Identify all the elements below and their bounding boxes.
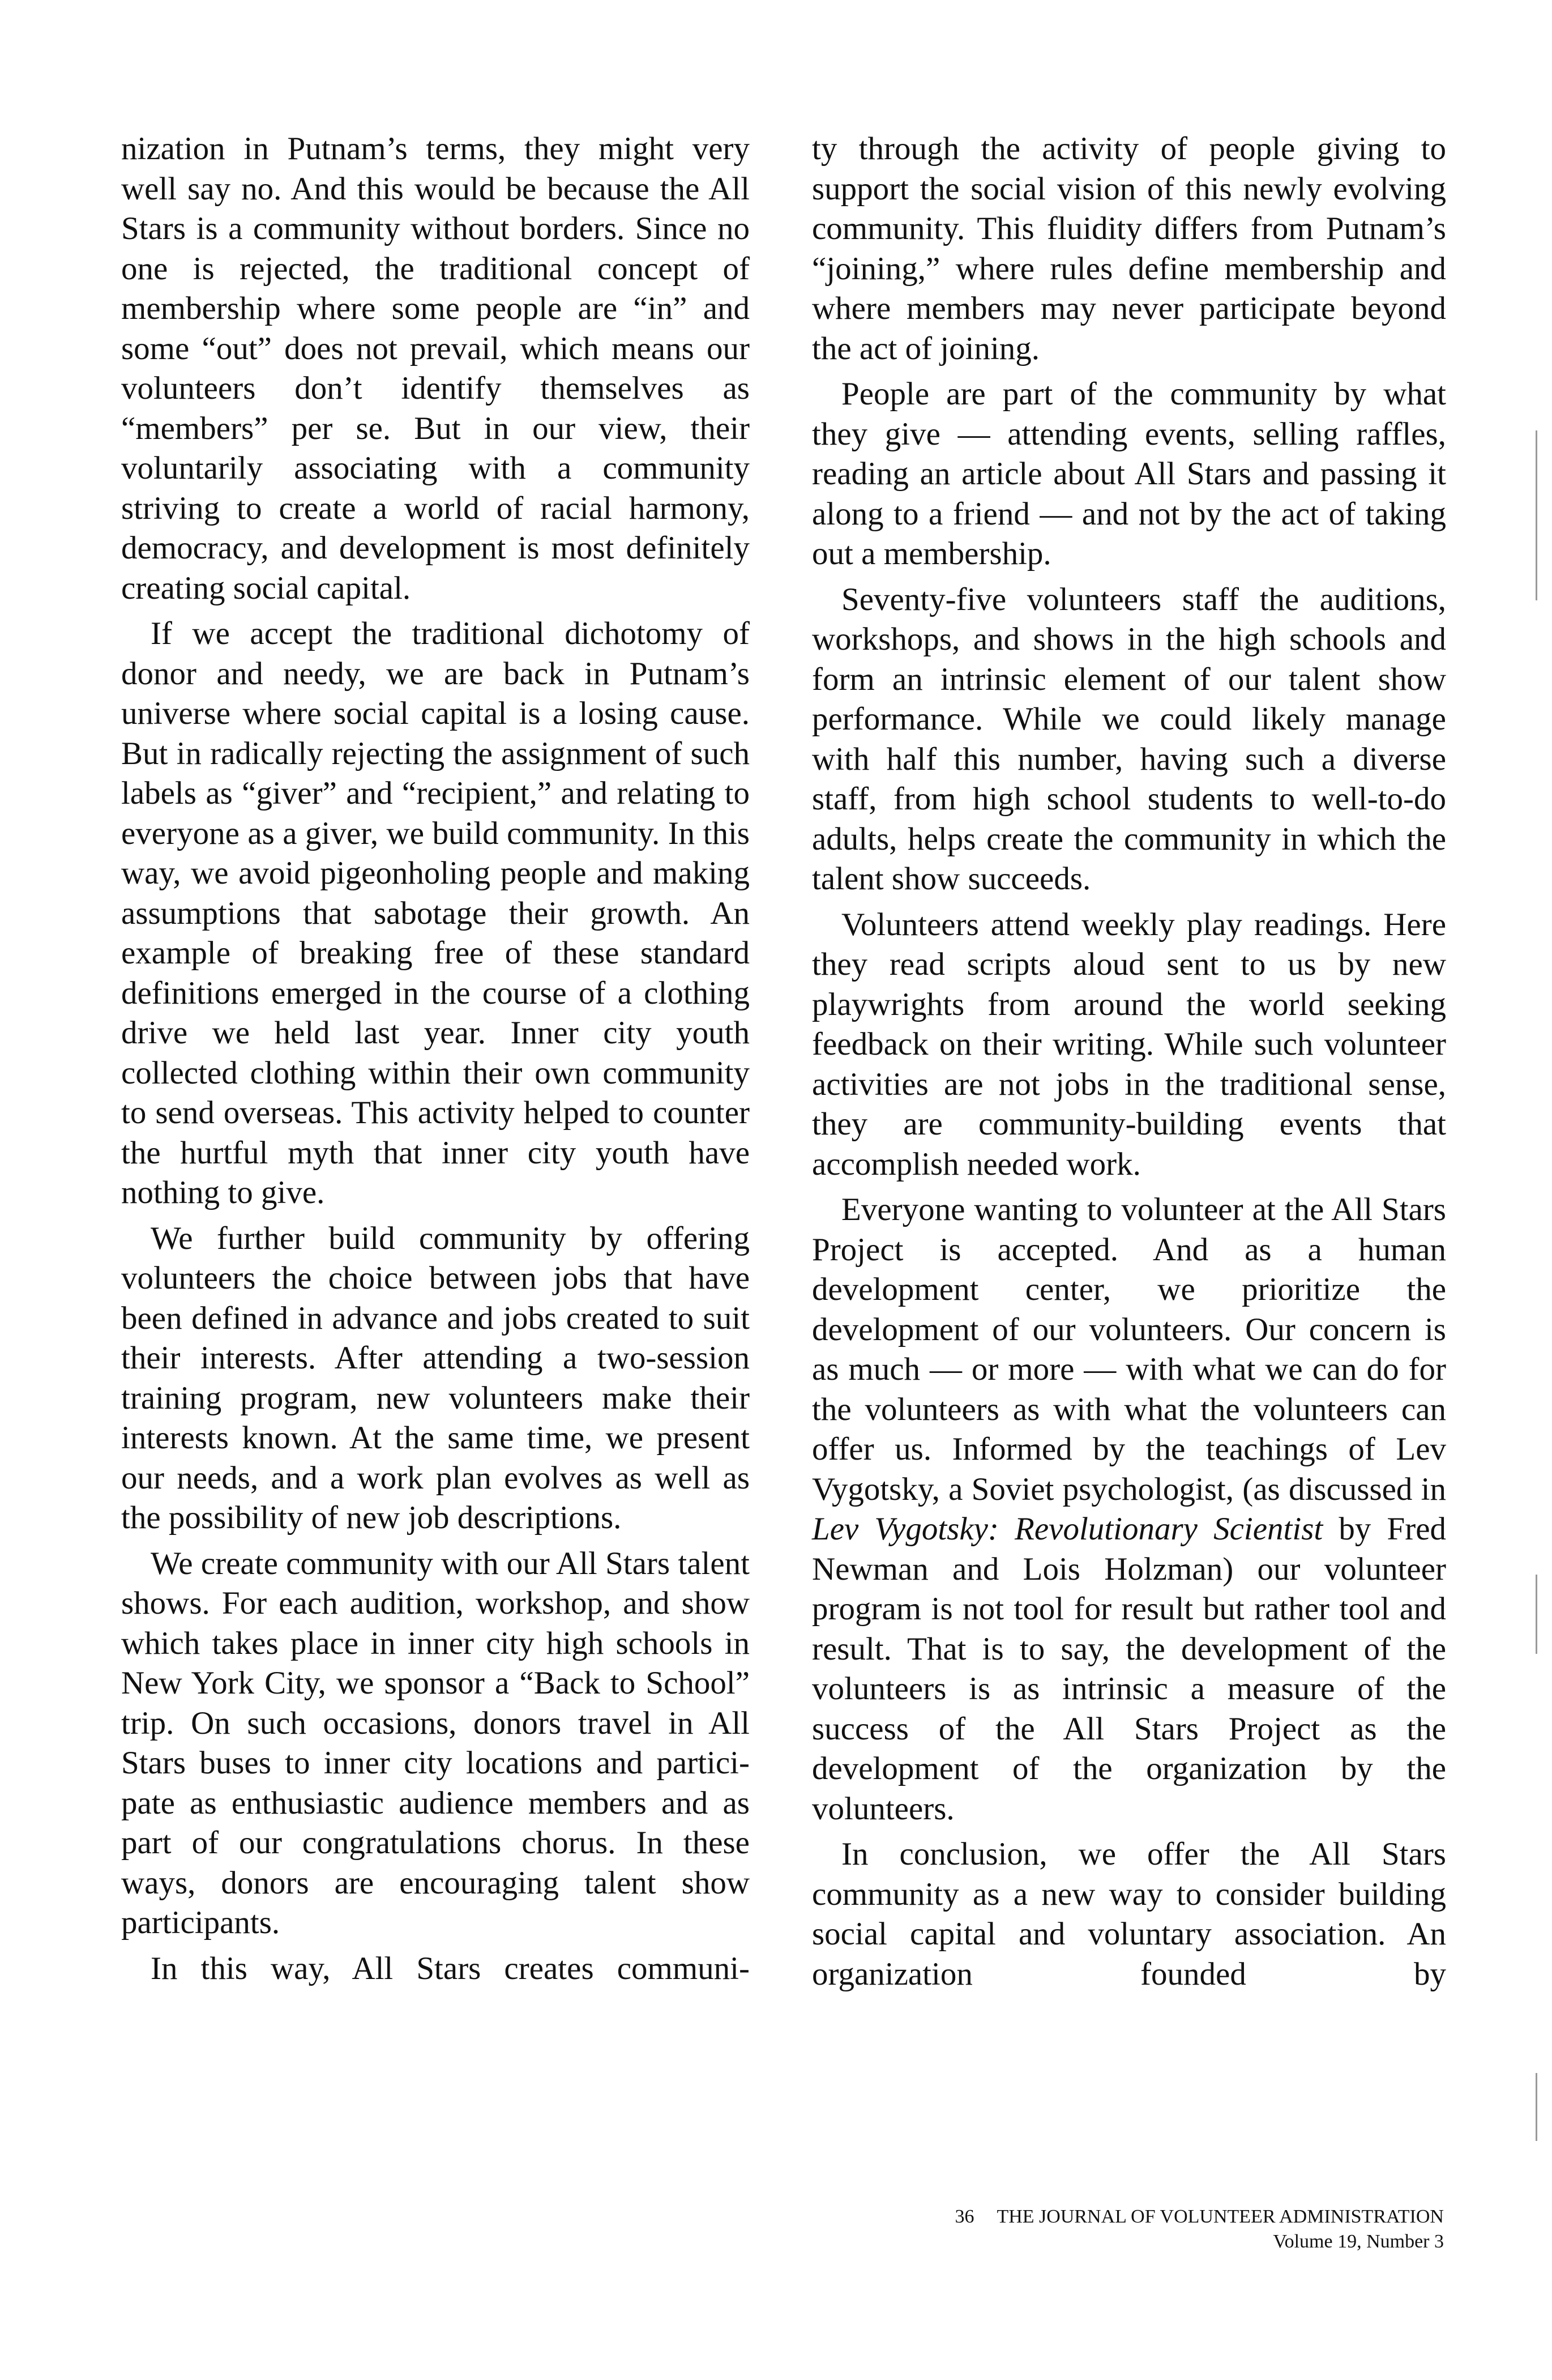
page-number: 36 [955, 2206, 974, 2227]
left-paragraph-4: We create community with our All Stars talent shows. For each audition, workshop, and show which takes place in inner city high schools in New York City, we sponsor a “Back to School” trip. On such occasions, donors travel in All Stars buses to inner city locations and participate as enthusiastic audience members and as part of our congratulations chorus. In these ways, donors are encouraging talent show participants. [121, 1545, 750, 1940]
right-paragraph-2: People are part of the community by what they give — attending events, selling raffles, reading an article about All Stars and passing it along to a friend — and not by the act of taking out a membership. [812, 376, 1446, 571]
book-title: Lev Vygotsky: Revolutionary Scientist [812, 1511, 1323, 1547]
volume-info: Volume 19, Number 3 [1273, 2231, 1444, 2252]
left-column [121, 129, 750, 1994]
left-paragraph-1: nization in Putnam’s terms, they might very well say no. And this would be because the All Stars is a community without borders. Since no one is rejected, the traditional concept of membership where some people are “in” and some “out” does not prevail, which means our volunteers don’t identify themselves as “members” per se. But in our view, their voluntarily associating with a community striving to create a world of racial harmony, democracy, and development is most definitely creating social capital. [121, 131, 750, 606]
right-column [812, 129, 1446, 2000]
right-paragraph-1: ty through the activity of people giving to support the social vision of this newly evolving community. This fluidity differs from Putnam’s “joining,” where rules define membership and where members may never participate beyond the act of joining. [812, 131, 1446, 366]
right-paragraph-5 [812, 1190, 1446, 1829]
journal-title: THE JOURNAL OF VOLUNTEER ADMINISTRATION [997, 2206, 1444, 2227]
right-paragraph-5-end: by Fred Newman and Lois Holzman) our volunteer program is not tool for result but rather tool and result. That is to say, the development of the volunteers is as intrinsic a measure of the success of the All Stars Project as the development of the organization by the volunteers. [812, 1511, 1446, 1827]
scan-edge-mark [1536, 430, 1537, 600]
right-paragraph-6: In conclusion, we offer the All Stars community as a new way to consider building social capital and voluntary association. An organization founded by [812, 1836, 1446, 1992]
footer-line-1 [838, 2204, 1444, 2229]
right-paragraph-5-start: Everyone wanting to volunteer at the All Stars Project is accepted. And as a human development center, we prioritize the development of our volunteers. Our concern is as much — or more — with what we can do for the volunteers as with what the volunteers can offer us. Informed by the teachings of Lev Vygotsky, a Soviet psychologist, (as discussed in [812, 1192, 1446, 1507]
left-paragraph-3: We further build community by offering volunteers the choice between jobs that have been defined in advance and jobs created to suit their interests. After attending a two-session training program, new volunteers make their interests known. At the same time, we present our needs, and a work plan evolves as well as the possibility of new job descriptions. [121, 1220, 750, 1536]
right-paragraph-3: Seventy-five volunteers staff the auditions, workshops, and shows in the high schools and form an intrinsic element of our talent show performance. While we could likely manage with half this number, having such a diverse staff, from high school students to well-to-do adults, helps create the community in which the talent show succeeds. [812, 581, 1446, 897]
scan-edge-mark [1536, 2073, 1537, 2141]
left-paragraph-2: If we accept the traditional dichotomy of donor and needy, we are back in Putnam’s universe where social capital is a losing cause. But in radically rejecting the assignment of such labels as “giver” and “recipient,” and relating to everyone as a giver, we build community. In this way, we avoid pigeonholing people and making assumptions that sabotage their growth. An example of breaking free of these standard definitions emerged in the course of a clothing drive we held last year. Inner city youth collected clothing within their own community to send overseas. This activity helped to counter the hurtful myth that inner city youth have nothing to give. [121, 616, 750, 1210]
scan-edge-mark [1536, 1575, 1537, 1654]
right-paragraph-4: Volunteers attend weekly play readings. Here they read scripts aloud sent to us by new playwrights from around the world seeking feedback on their writing. While such volunteer activities are not jobs in the traditional sense, they are community-building events that accomplish needed work. [812, 906, 1446, 1182]
page-footer [838, 2204, 1444, 2254]
left-paragraph-5: In this way, All Stars creates communi- [151, 1950, 750, 1986]
